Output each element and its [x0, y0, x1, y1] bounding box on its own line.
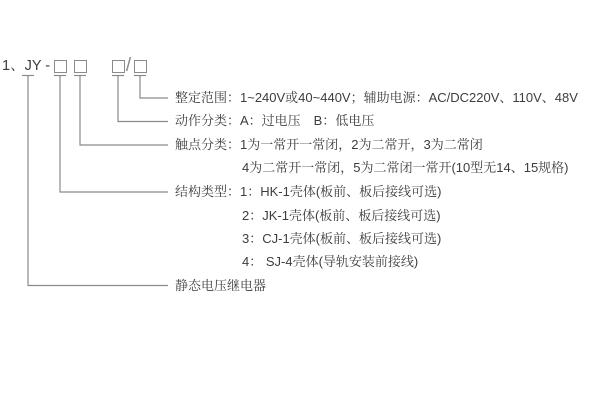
label-contact-class-continuation: 4为二常开一常闭，5为二常闭一常开(10型无14、15规格) [242, 160, 569, 175]
label-structure-type: 结构类型：1：HK-1壳体(板前、板后接线可选) [175, 184, 442, 199]
model-box-contact-class [74, 60, 87, 73]
label-structure-option-4: 4： SJ-4壳体(导轨安装前接线) [242, 254, 419, 269]
model-prefix: 1、JY - [2, 58, 51, 74]
connector-setting-range [140, 76, 168, 99]
connector-structure-type [60, 76, 168, 193]
model-box-setting-range [134, 60, 147, 73]
label-structure-option-3: 3：CJ-1壳体(板前、板后接线可选) [242, 231, 442, 246]
connector-action-class [118, 76, 168, 122]
model-box-structure-type [54, 60, 67, 73]
label-action-class: 动作分类：A：过电压 B：低电压 [175, 113, 375, 128]
label-contact-class: 触点分类：1为一常开一常闭，2为二常开，3为二常闭 [175, 137, 483, 152]
slash-separator: / [125, 55, 132, 76]
connector-product-name [28, 76, 168, 286]
label-product-name: 静态电压继电器 [175, 278, 267, 293]
label-structure-option-2: 2：JK-1壳体(板前、板后接线可选) [242, 208, 441, 223]
connector-contact-class [80, 76, 168, 146]
label-setting-range: 整定范围：1~240V或40~440V；辅助电源：AC/DC220V、110V、48V [175, 90, 578, 105]
